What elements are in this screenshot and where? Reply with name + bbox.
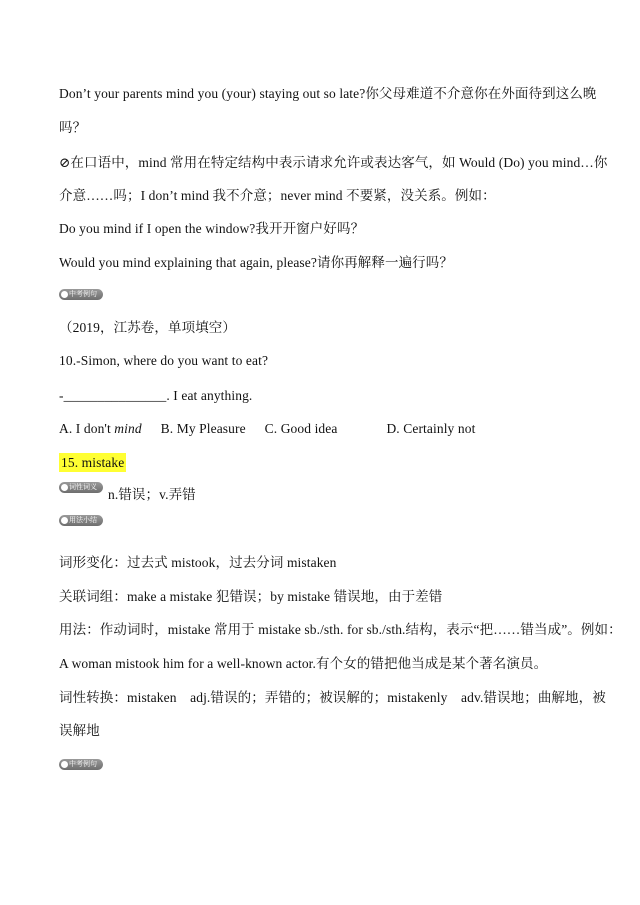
part-of-speech-conversion-cont: 误解地 bbox=[59, 723, 100, 738]
related-phrases: 关联词组：make a mistake 犯错误；by mistake 错误地，由于差错 bbox=[59, 589, 443, 604]
highlighted-word: 15. mistake bbox=[61, 455, 125, 470]
entry-heading bbox=[59, 453, 126, 473]
word-meaning: n.错误；v.弄错 bbox=[108, 487, 196, 502]
answer-options bbox=[59, 419, 475, 439]
text-line: 介意……吗；I don’t mind 我不介意；never mind 不要紧，没关系。例如： bbox=[59, 188, 496, 203]
question-stem: 10.-Simon, where do you want to eat? bbox=[59, 353, 269, 368]
text-line: ⊘在口语中，mind 常用在特定结构中表示请求允许或表达客气，如 Would (Do) you mind…你 bbox=[59, 155, 608, 170]
option-b: B. My Pleasure bbox=[160, 421, 246, 436]
example-sentence: A woman mistook him for a well-known actor.有个女的错把他当成是某个著名演员。 bbox=[59, 656, 548, 671]
answer-blank: -_______________. I eat anything. bbox=[59, 388, 253, 403]
part-of-speech-badge: 词性词义 bbox=[59, 482, 103, 493]
word-forms: 词形变化：过去式 mistook，过去分词 mistaken bbox=[59, 555, 337, 570]
example-sentence: Would you mind explaining that again, please?请你再解释一遍行吗？ bbox=[59, 255, 453, 270]
option-d: D. Certainly not bbox=[386, 421, 476, 436]
option-a: A. I don't mind bbox=[59, 421, 142, 436]
option-c: C. Good idea bbox=[264, 421, 338, 436]
question-source: （2019，江苏卷，单项填空） bbox=[59, 320, 236, 335]
text-line: 吗？ bbox=[59, 120, 87, 135]
exam-example-badge: 中考例句 bbox=[59, 759, 103, 770]
part-of-speech-conversion: 词性转换：mistaken adj.错误的；弄错的；被误解的；mistakenly adv.错误地；曲解地，被 bbox=[59, 690, 606, 705]
text-line: Don’t your parents mind you (your) staying out so late?你父母难道不介意你在外面待到这么晚 bbox=[59, 86, 597, 101]
exam-example-badge: 中考例句 bbox=[59, 289, 103, 300]
example-sentence: Do you mind if I open the window?我开开窗户好吗？ bbox=[59, 221, 365, 236]
usage-summary-badge: 用法小结 bbox=[59, 515, 103, 526]
usage-note: 用法：作动词时，mistake 常用于 mistake sb./sth. for sb./sth.结构，表示“把……错当成”。例如： bbox=[59, 622, 622, 637]
